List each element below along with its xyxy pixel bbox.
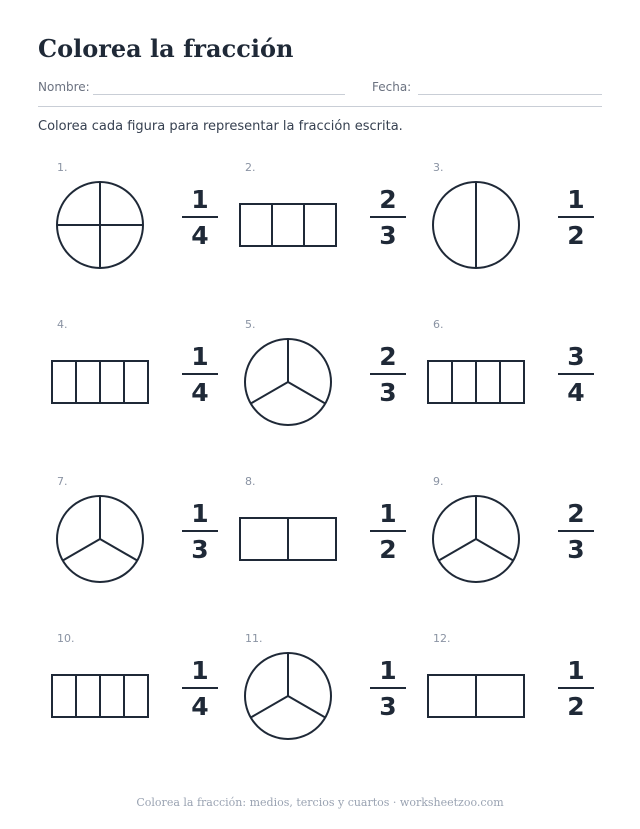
name-field[interactable] bbox=[93, 94, 345, 95]
circle-divider bbox=[251, 382, 288, 404]
circle-divider bbox=[63, 539, 100, 561]
fraction-circle[interactable] bbox=[51, 179, 155, 275]
rectangle-outline bbox=[240, 204, 336, 246]
footer: Colorea la fracción: medios, tercios y cuartos · worksheetzoo.com bbox=[136, 796, 504, 809]
fraction-denominator: 3 bbox=[191, 535, 209, 564]
fraction-denominator: 4 bbox=[567, 378, 585, 407]
fraction-numerator: 1 bbox=[191, 342, 209, 371]
fraction-denominator: 3 bbox=[567, 535, 585, 564]
fraction-denominator: 2 bbox=[567, 692, 585, 721]
fraction-rectangle[interactable] bbox=[427, 336, 531, 432]
problem-number: 6. bbox=[433, 318, 444, 331]
fraction-rectangle[interactable] bbox=[239, 493, 343, 589]
fraction-numerator: 2 bbox=[379, 342, 397, 371]
fraction-label bbox=[178, 342, 222, 408]
fraction-bar bbox=[182, 530, 218, 532]
fraction-label bbox=[554, 185, 598, 251]
fraction-bar bbox=[182, 216, 218, 218]
fraction-denominator: 4 bbox=[191, 221, 209, 250]
fraction-numerator: 1 bbox=[191, 656, 209, 685]
fraction-denominator: 4 bbox=[191, 692, 209, 721]
fraction-numerator: 1 bbox=[567, 656, 585, 685]
problem-number: 9. bbox=[433, 475, 444, 488]
fraction-numerator: 2 bbox=[567, 499, 585, 528]
fraction-numerator: 3 bbox=[567, 342, 585, 371]
fraction-label bbox=[178, 499, 222, 565]
fraction-bar bbox=[370, 687, 406, 689]
problem-number: 3. bbox=[433, 161, 444, 174]
fraction-label bbox=[366, 656, 410, 722]
fraction-circle[interactable] bbox=[427, 179, 531, 275]
fraction-bar bbox=[182, 373, 218, 375]
fraction-rectangle[interactable] bbox=[51, 336, 155, 432]
fraction-label bbox=[554, 499, 598, 565]
problem-number: 5. bbox=[245, 318, 256, 331]
fraction-denominator: 3 bbox=[379, 692, 397, 721]
circle-divider bbox=[476, 539, 513, 561]
problem-number: 10. bbox=[57, 632, 75, 645]
fraction-rectangle[interactable] bbox=[427, 650, 531, 746]
name-label: Nombre: bbox=[38, 80, 90, 94]
fraction-denominator: 2 bbox=[379, 535, 397, 564]
fraction-bar bbox=[558, 687, 594, 689]
problem-number: 11. bbox=[245, 632, 263, 645]
fraction-circle[interactable] bbox=[239, 650, 343, 746]
fraction-label bbox=[366, 342, 410, 408]
fraction-numerator: 2 bbox=[379, 185, 397, 214]
problem-number: 1. bbox=[57, 161, 68, 174]
fraction-rectangle[interactable] bbox=[51, 650, 155, 746]
fraction-numerator: 1 bbox=[379, 499, 397, 528]
fraction-bar bbox=[370, 530, 406, 532]
fraction-numerator: 1 bbox=[567, 185, 585, 214]
fraction-label bbox=[366, 499, 410, 565]
circle-divider bbox=[439, 539, 476, 561]
fraction-numerator: 1 bbox=[379, 656, 397, 685]
fraction-label bbox=[178, 185, 222, 251]
fraction-label bbox=[554, 342, 598, 408]
fraction-bar bbox=[182, 687, 218, 689]
problem-number: 2. bbox=[245, 161, 256, 174]
circle-divider bbox=[251, 696, 288, 718]
fraction-circle[interactable] bbox=[51, 493, 155, 589]
date-label: Fecha: bbox=[372, 80, 412, 94]
fraction-denominator: 3 bbox=[379, 221, 397, 250]
fraction-denominator: 4 bbox=[191, 378, 209, 407]
fraction-label bbox=[554, 656, 598, 722]
fraction-label bbox=[178, 656, 222, 722]
fraction-numerator: 1 bbox=[191, 499, 209, 528]
fraction-denominator: 3 bbox=[379, 378, 397, 407]
circle-divider bbox=[288, 696, 325, 718]
fraction-rectangle[interactable] bbox=[239, 179, 343, 275]
fraction-bar bbox=[370, 373, 406, 375]
fraction-circle[interactable] bbox=[427, 493, 531, 589]
fraction-label bbox=[366, 185, 410, 251]
fraction-bar bbox=[558, 373, 594, 375]
date-field[interactable] bbox=[418, 94, 602, 95]
header-divider bbox=[38, 106, 602, 107]
fraction-denominator: 2 bbox=[567, 221, 585, 250]
problem-number: 12. bbox=[433, 632, 451, 645]
problem-number: 4. bbox=[57, 318, 68, 331]
circle-divider bbox=[100, 539, 137, 561]
problem-number: 8. bbox=[245, 475, 256, 488]
instructions: Colorea cada figura para representar la fracción escrita. bbox=[38, 119, 403, 134]
fraction-bar bbox=[558, 216, 594, 218]
problem-number: 7. bbox=[57, 475, 68, 488]
fraction-bar bbox=[558, 530, 594, 532]
fraction-numerator: 1 bbox=[191, 185, 209, 214]
fraction-bar bbox=[370, 216, 406, 218]
page-title: Colorea la fracción bbox=[38, 34, 294, 63]
fraction-circle[interactable] bbox=[239, 336, 343, 432]
circle-divider bbox=[288, 382, 325, 404]
